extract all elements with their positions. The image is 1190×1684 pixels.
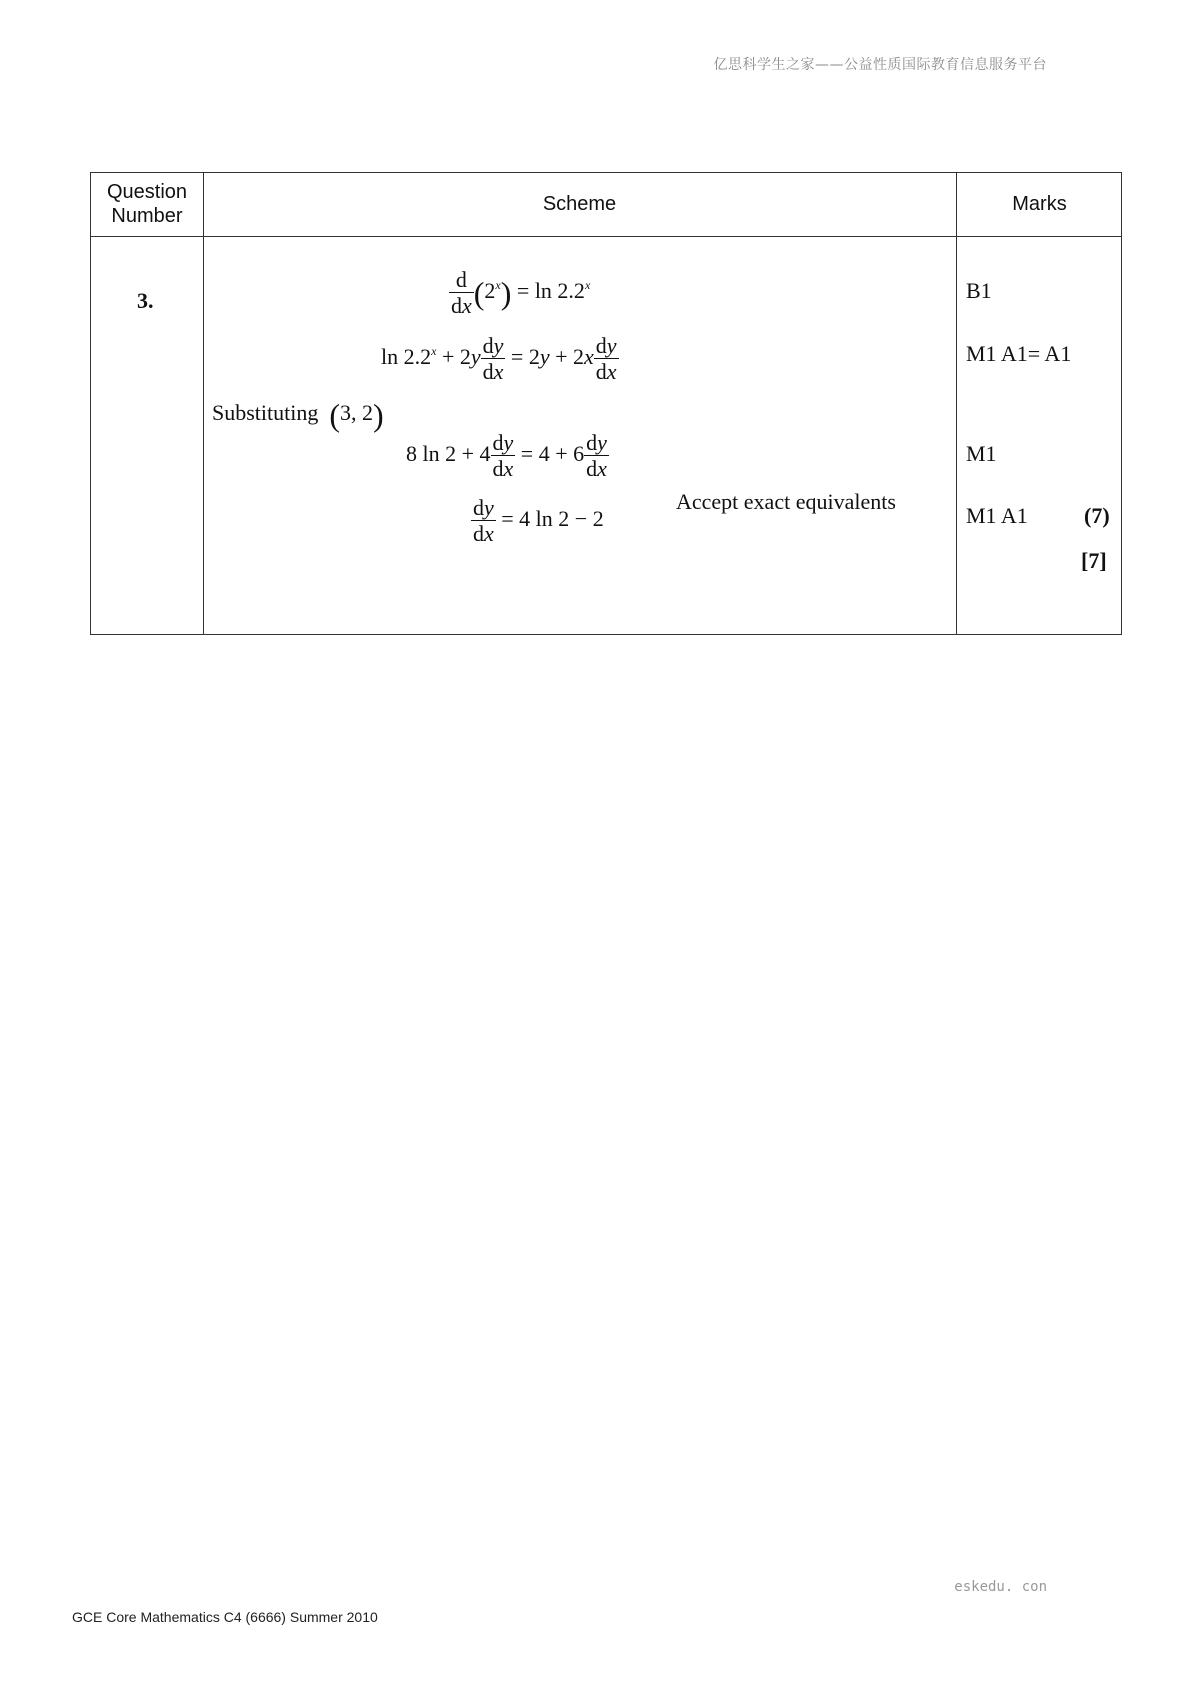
- equation-implicit-differentiation: $\ln 2.2^x + 2y$ $\frac{dy}{dx}$ = 2y + 2x $\frac{dy}{dx}$: [381, 333, 617, 385]
- footer-watermark: eskedu. con: [954, 1579, 1047, 1595]
- substituting-point: 3, 2: [340, 400, 374, 426]
- header-question-number: Question Number: [106, 181, 188, 227]
- equation-derivative-of-2x: $\frac{d}{dx}$ $(2^x) = \ln 2.2^x$: [451, 267, 591, 319]
- mark-total: [7]: [1081, 548, 1107, 573]
- footer-title: GCE Core Mathematics C4 (6666) Summer 2010: [72, 1609, 378, 1625]
- equation-substituted: 8 ln 2 + 4 $\frac{dy}{dx}$ = 4 + 6 $\frac{dy}{dx}$: [406, 430, 607, 482]
- question-number: 3.: [137, 288, 154, 313]
- mark-subtotal: (7): [1084, 503, 1110, 528]
- accept-comment: Accept exact equivalents: [676, 489, 896, 514]
- equation-final-answer: $\frac{dy}{dx}$ = 4 ln 2 − 2: [473, 495, 604, 547]
- mark-row1: B1: [966, 278, 992, 303]
- column-divider: [956, 173, 957, 634]
- mark-scheme-table: [90, 172, 1122, 635]
- substituting-line: Substituting (3, 2): [212, 397, 384, 433]
- header-marks: Marks: [1012, 193, 1067, 215]
- mark-row3: M1: [966, 441, 997, 466]
- header-scheme: Scheme: [542, 193, 617, 215]
- mark-row2: M1 A1= A1: [966, 341, 1072, 366]
- header-site-name: 亿思科学生之家——公益性质国际教育信息服务平台: [713, 57, 1047, 73]
- mark-row4: M1 A1: [966, 503, 1028, 528]
- header-divider: [91, 236, 1121, 237]
- substituting-label: Substituting: [212, 400, 319, 426]
- column-divider: [203, 173, 204, 634]
